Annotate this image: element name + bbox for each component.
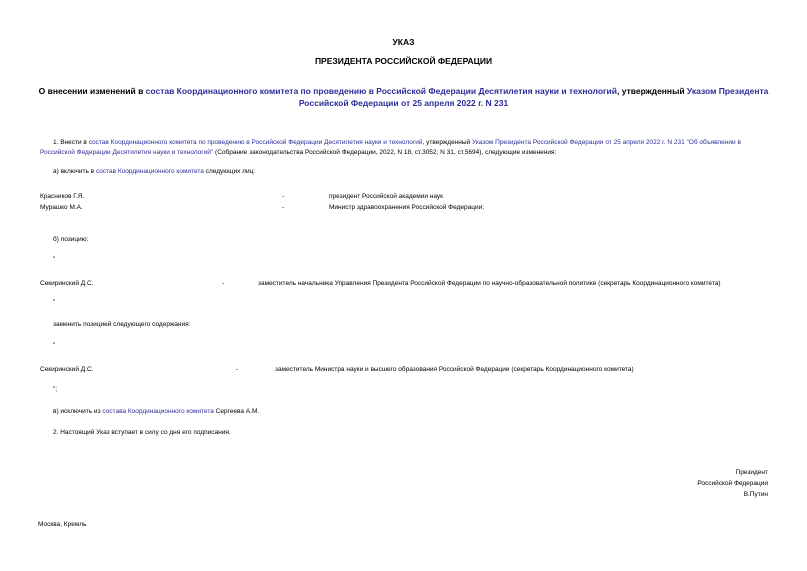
document-title: [30, 85, 777, 109]
signature-name: В.Путин: [743, 491, 768, 498]
include-dash-1: -: [282, 193, 285, 200]
include-name-1: Красников Г.Я.: [40, 193, 85, 200]
quote-close-1: ": [53, 299, 56, 306]
title-prefix: О внесении изменений в: [38, 86, 146, 96]
decree-heading: УКАЗ: [392, 37, 415, 47]
paragraph-1: [40, 138, 772, 158]
p1-suffix: (Собрание законодательства Российской Федерации, 2022, N 18, ст.3052; N 31, ст.5694), следующие изменения:: [213, 149, 557, 156]
item-b: б) позицию:: [53, 236, 89, 243]
new-position-role: заместитель Министра науки и высшего образования Российской Федерации (секретарь Координационного комитета): [275, 366, 634, 373]
title-link-committee[interactable]: состав Координационного комитета по проведению в Российской Федерации Десятилетия науки и технологий: [145, 86, 618, 96]
signature-country: Российской Федерации: [697, 480, 768, 487]
include-name-2: Мурашко М.А.: [40, 204, 83, 211]
include-dash-2: -: [282, 204, 285, 211]
new-position-dash: -: [236, 366, 239, 373]
old-position-dash: -: [222, 280, 225, 287]
old-position-role: заместитель начальника Управления Президента Российской Федерации по научно-образовательной политике (секретарь Координационного комитета): [258, 280, 721, 287]
decree-subheading: ПРЕЗИДЕНТА РОССИЙСКОЙ ФЕДЕРАЦИИ: [314, 56, 493, 66]
old-position-name: Секиринский Д.С.: [40, 280, 94, 287]
item-v: [53, 407, 259, 417]
quote-open-2: ": [53, 342, 56, 349]
include-role-2: Министр здравоохранения Российской Федерации;: [329, 204, 485, 211]
p1-prefix: 1. Внести в: [53, 139, 89, 146]
item-v-suffix: Сергеева А.М.: [213, 408, 260, 415]
item-a: [53, 167, 255, 177]
title-middle: , утвержденный: [617, 86, 687, 96]
signing-place: Москва, Кремль: [38, 521, 87, 528]
quote-open-1: ": [53, 256, 56, 263]
item-v-prefix: в) исключить из: [53, 408, 103, 415]
p1-middle: , утвержденный: [422, 139, 472, 146]
item-a-suffix: следующих лиц:: [203, 168, 256, 175]
item-a-link[interactable]: состав Координационного комитета: [95, 168, 204, 175]
p1-link-decree[interactable]: Указом Президента Российской Федерации от 25 апреля 2022 г. N 231 "Об объявлении в Российской Федерации Десятилетия науки и технологий": [40, 139, 741, 156]
new-position-name: Секиринский Д.С.: [40, 366, 94, 373]
item-a-prefix: а) включить в: [53, 168, 96, 175]
replace-text: заменить позицией следующего содержания:: [53, 321, 191, 328]
item-v-link[interactable]: состава Координационного комитета: [102, 408, 214, 415]
title-link-decree[interactable]: Указом Президента Российской Федерации от 25 апреля 2022 г. N 231: [298, 86, 769, 108]
quote-close-2: ";: [53, 386, 58, 393]
include-role-1: президент Российской академии наук: [329, 193, 444, 200]
signature-title: Президент: [735, 469, 768, 476]
p1-link-committee[interactable]: состав Координационного комитета по проведению в Российской Федерации Десятилетия науки и технологий: [88, 139, 423, 146]
paragraph-2: 2. Настоящий Указ вступает в силу со дня его подписания.: [53, 429, 231, 436]
